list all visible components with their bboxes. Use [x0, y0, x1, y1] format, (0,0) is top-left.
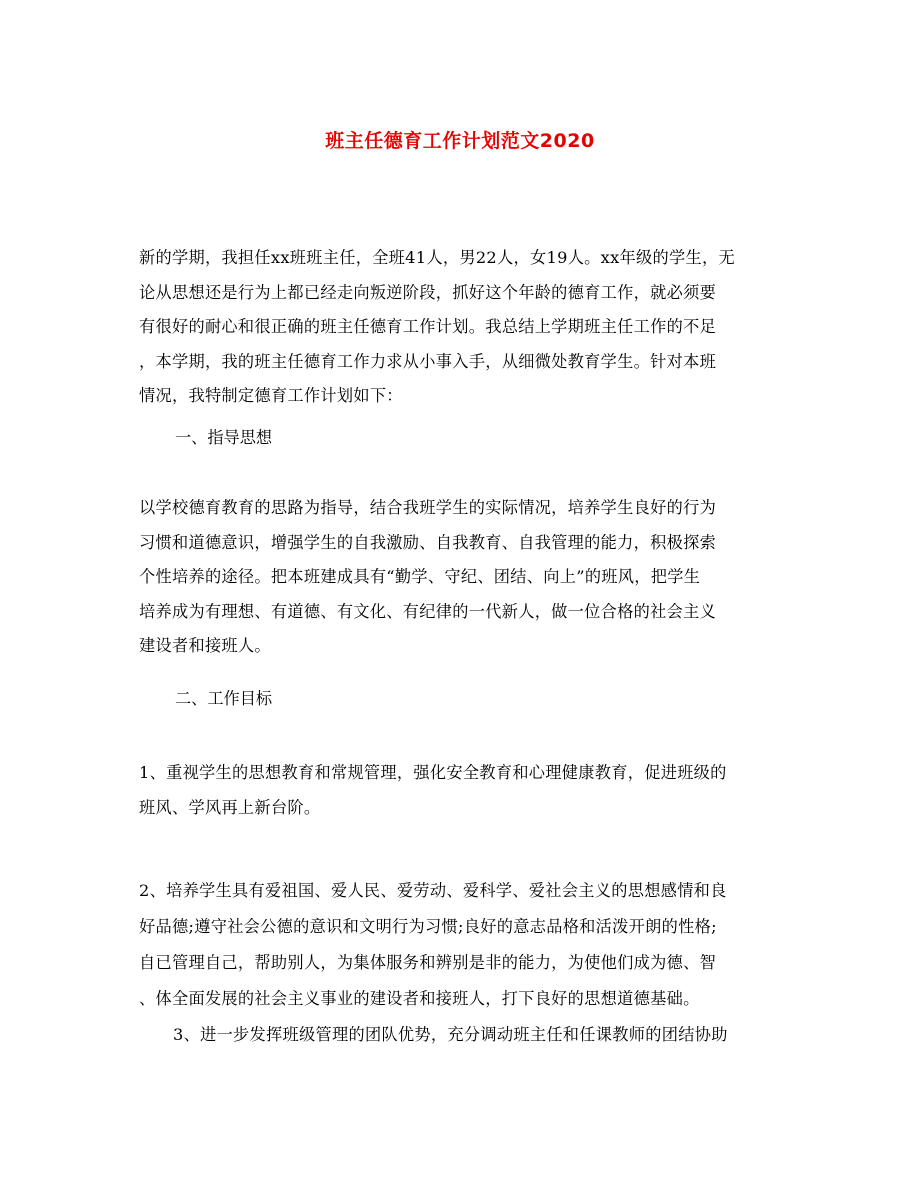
- paragraph-line: 2、培养学生具有爱祖国、爱人民、爱劳动、爱科学、爱社会主义的思想感情和良: [139, 881, 727, 900]
- paragraph-line: 论从思想还是行为上都已经走向叛逆阶段，抓好这个年龄的德育工作，就必须要: [139, 282, 717, 302]
- paragraph-line: 1、重视学生的思想教育和常规管理，强化安全教育和心理健康教育，促进班级的: [139, 763, 727, 782]
- section-heading-work-goals: 二、工作目标: [175, 689, 273, 708]
- paragraph-line: 建设者和接班人。: [139, 636, 271, 655]
- paragraph-line: 新的学期，我担任xx班班主任，全班41人，男22人，女19人。xx年级的学生，无: [139, 248, 735, 267]
- paragraph-line: 以学校德育教育的思路为指导，结合我班学生的实际情况，培养学生良好的行为: [139, 498, 717, 517]
- paragraph-line: 培养成为有理想、有道德、有文化、有纪律的一代新人，做一位合格的社会主义: [139, 601, 717, 621]
- intro-paragraph: [139, 241, 779, 414]
- guiding-thought-paragraph: [139, 491, 779, 664]
- paragraph-line: ，本学期，我的班主任德育工作力求从小事入手，从细微处教育学生。针对本班: [139, 351, 717, 371]
- goal-1-paragraph: [139, 756, 779, 825]
- document-title: 班主任德育工作计划范文2020: [325, 130, 595, 152]
- paragraph-line: 3、进一步发挥班级管理的团队优势，充分调动班主任和任课教师的团结协助: [173, 1025, 728, 1044]
- paragraph-line: 好品德;遵守社会公德的意识和文明行为习惯;良好的意志品格和活泼开朗的性格;: [139, 917, 717, 936]
- section-heading-guiding-thought: 一、指导思想: [175, 428, 273, 447]
- paragraph-line: 情况，我特制定德育工作计划如下：: [139, 386, 403, 405]
- paragraph-line: 个性培养的途径。把本班建成具有“勤学、守纪、团结、向上”的班风，把学生: [139, 567, 701, 586]
- goal-3-paragraph: [139, 1018, 779, 1053]
- paragraph-line: 、体全面发展的社会主义事业的建设者和接班人，打下良好的思想道德基础。: [139, 989, 700, 1008]
- goal-2-paragraph: [139, 873, 779, 1017]
- paragraph-line: 习惯和道德意识，增强学生的自我激励、自我教育、自我管理的能力，积极探索: [139, 532, 717, 552]
- paragraph-line: 自已管理自己，帮助别人，为集体服务和辨别是非的能力，为使他们成为德、智: [139, 953, 717, 972]
- paragraph-line: 班风、学风再上新台阶。: [139, 797, 321, 817]
- paragraph-line: 有很好的耐心和很正确的班主任德育工作计划。我总结上学期班主任工作的不足: [139, 317, 717, 336]
